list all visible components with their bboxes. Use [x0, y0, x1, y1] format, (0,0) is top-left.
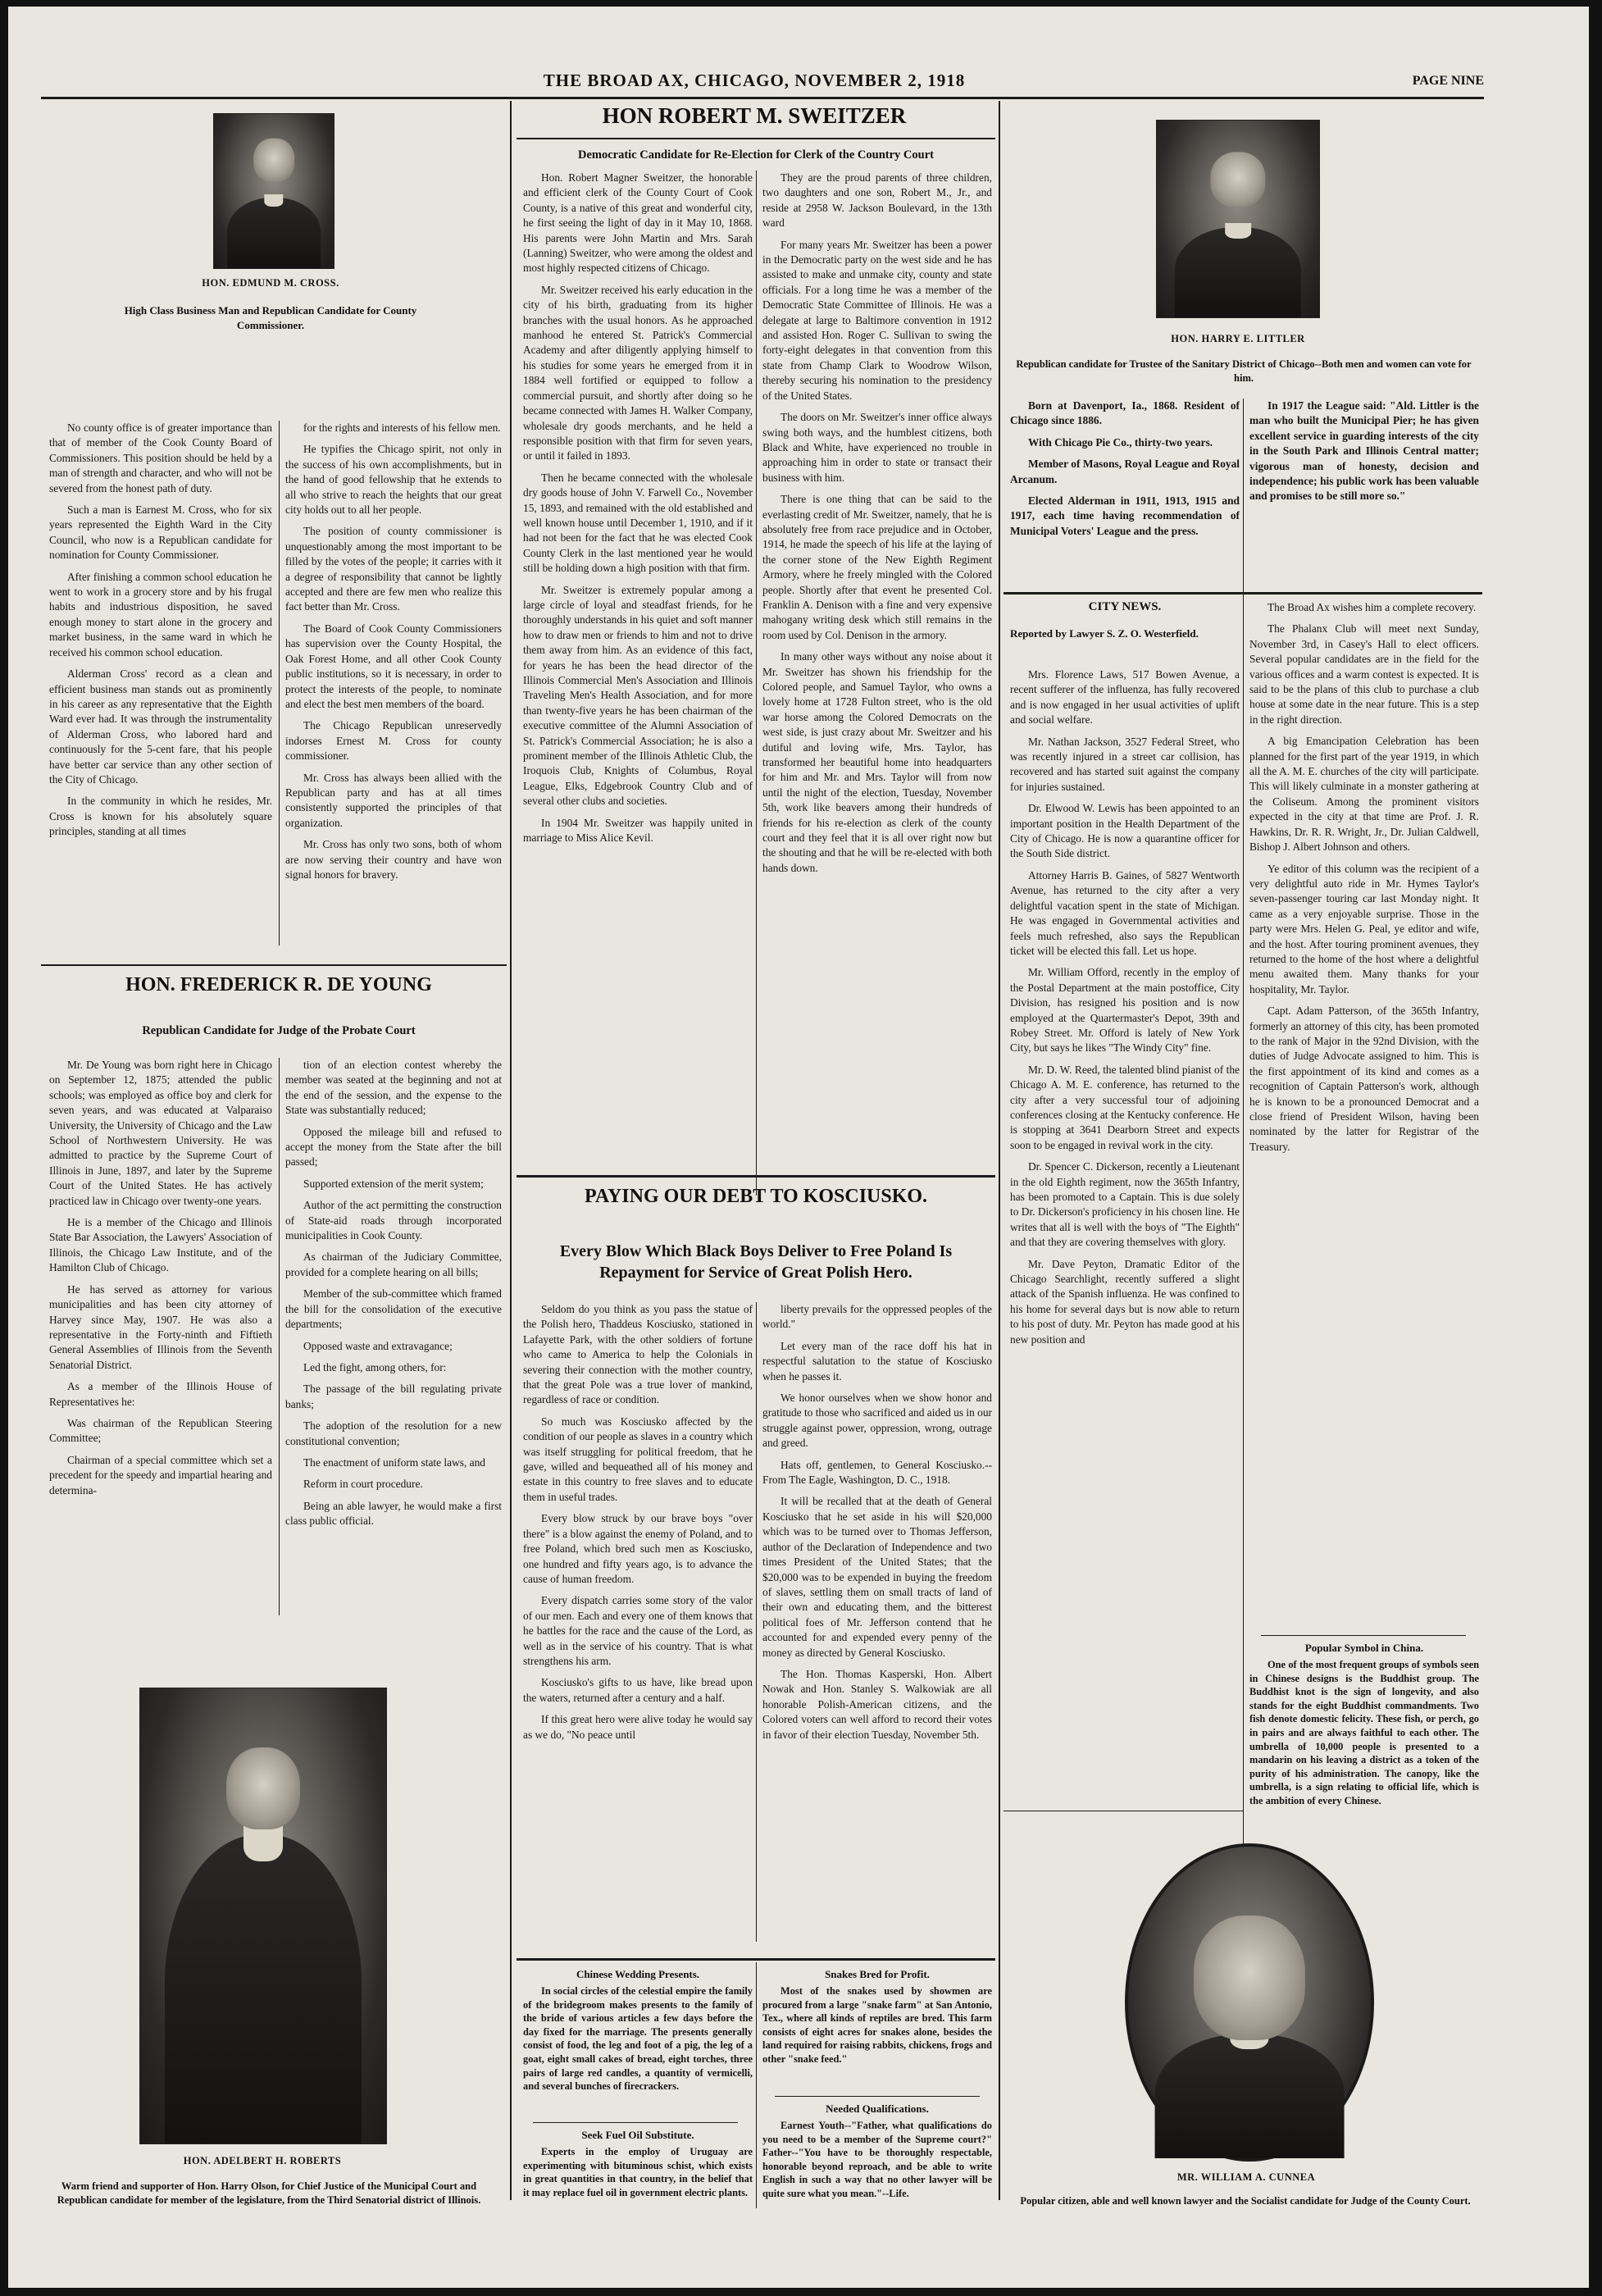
roberts-desc: Warm friend and supporter of Hon. Harry Olson, for Chief Justice of the Municipal Court and Republican candidate for member of the legislature, from the Third Senatorial district of Illinois.	[57, 2180, 481, 2206]
littler-column-2	[1249, 399, 1479, 587]
littler-caption: HON. HARRY E. LITTLER	[1171, 333, 1305, 344]
sweitzer-headline: HON ROBERT M. SWEITZER	[602, 103, 907, 128]
paragraph: After finishing a common school education he went to work in a grocery store and by his frugal habits and industrious disposition, he saved enough money to start alone in the grocery and market business, in the same ward in which he received his common school education.	[49, 570, 272, 658]
paragraph: liberty prevails for the oppressed peoples of the world."	[762, 1303, 992, 1331]
paragraph: Elected Alderman in 1911, 1913, 1915 and 1917, each time having recommendation of Municipal Voters' League and the press.	[1010, 494, 1240, 537]
paragraph: Seldom do you think as you pass the statue of the Polish hero, Thaddeus Kosciusko, stationed in Lafayette Park, with the other soldiers of fortune who came to America to help the Colonials in severing their connection with the mother country, that the great Pole was a true lover of mankind, regardless of race or condition.	[523, 1303, 753, 1406]
paragraph: They are the proud parents of three children, two daughters and one son, Robert M., Jr., and reside at 2958 W. Jackson Boulevard, in the 13th ward	[762, 171, 992, 230]
paragraph: The passage of the bill regulating private banks;	[285, 1383, 502, 1410]
paragraph: One of the most frequent groups of symbols seen in Chinese designs is the Buddhist group. The Buddhist knot is the sign of longevity, and also stands for the eight Buddhist commandments. Two fish denote domestic felicity. These fish, or perch, go in pairs and are always faithful to each other. The umbrella of 10,000 people is presented to a mandarin on his leaving a district as a token of the purity of his administration. The canopy, like the umbrella, is a sign relating to official life, which is the ambition of every Chinese.	[1249, 1659, 1479, 1806]
cunnea-desc: Popular citizen, able and well known lawyer and the Socialist candidate for Judge of the County Court.	[1020, 2195, 1471, 2207]
paragraph: The Board of Cook County Commissioners has supervision over the County Hospital, the Oak Forest Home, and all other Cook County public institutions, so it is necessary, in order to protect the interests of the people, to nominate and elect the best men members of the board.	[285, 622, 502, 710]
paragraph: The Chicago Republican unreservedly indorses Ernest M. Cross for county commissioner.	[285, 719, 502, 763]
paragraph: Mr. De Young was born right here in Chicago on September 12, 1875; attended the public schools; was employed as office boy and clerk for seven years, and was educated at Valparaiso University, the University of Chicago and the Law School of Northwestern University. He was admitted to practice by the Supreme Court of Illinois in June, 1897, and later by the Supreme Court of the United States. He has actively practiced law in Chicago over twenty-one years.	[49, 1059, 272, 1207]
deyoung-column-2	[285, 1058, 502, 1624]
paragraph: Experts in the employ of Uruguay are experimenting with bituminous schist, which exists in great quantities in that country, in the belief that it may replace fuel oil in government electric plants.	[523, 2146, 753, 2198]
paragraph: Dr. Elwood W. Lewis has been appointed to an important position in the Health Department of the City of Chicago. He is now a quarantine officer for the South Side district.	[1010, 802, 1240, 860]
paragraph: Mrs. Florence Laws, 517 Bowen Avenue, a recent sufferer of the influenza, has fully recovered and is now engaged in her usual activities of uplift and social welfare.	[1010, 668, 1240, 727]
column-rule-right	[999, 101, 1000, 2200]
cross-caption: HON. EDMUND M. CROSS.	[202, 277, 339, 289]
paragraph: Capt. Adam Patterson, of the 365th Infantry, formerly an attorney of this city, has been promoted to the rank of Major in the 92nd Division, with the duties of Judge Advocate assigned to him. This is the first appointment of its kind and comes as a recognition of Captain Patterson's work, although he is known to be a pronounced Democrat and a close friend of President Wilson, having been nominated by the latter for Registrar of the Treasury.	[1249, 1004, 1479, 1153]
paragraph: Chairman of a special committee which set a precedent for the speedy and impartial hearing and determina-	[49, 1453, 272, 1496]
paragraph: Led the fight, among others, for:	[303, 1360, 447, 1374]
paragraph: Opposed the mileage bill and refused to accept the money from the State after the bill passed;	[285, 1125, 502, 1168]
paragraph: Member of Masons, Royal League and Royal Arcanum.	[1010, 458, 1240, 485]
deyoung-column-rule	[279, 1058, 280, 1615]
paragraph: Let every man of the race doff his hat in respectful salutation to the statue of Kosciusko when he passes it.	[762, 1339, 992, 1383]
cross-column-1	[49, 421, 272, 962]
paragraph: Hats off, gentlemen, to General Kosciusko.--From The Eagle, Washington, D. C., 1918.	[762, 1458, 992, 1487]
city-news-column-2	[1249, 600, 1479, 1617]
paragraph: The position of county commissioner is unquestionably among the most important to be filled by the votes of the people; it carries with it a degree of responsibility that cannot be lightly accepted and there are few men who realize this fact better than Mr. Cross.	[285, 525, 502, 613]
paragraph: Most of the snakes used by showmen are procured from a large "snake farm" at San Antonio, Tex., where all kinds of reptiles are bred. This farm consists of eight acres for snakes alone, besides the land required for raising rabbits, chickens, frogs and other "snake feed."	[762, 1985, 992, 2065]
paragraph: In the community in which he resides, Mr. Cross is known for his absolutely square principles, standing at all times	[49, 795, 272, 838]
section-rule	[517, 1175, 995, 1178]
paragraph: Kosciusko's gifts to us have, like bread upon the waters, returned after a century and a half.	[523, 1676, 753, 1704]
paragraph: The enactment of uniform state laws, and	[303, 1456, 485, 1469]
city-news-headline: CITY NEWS.	[1088, 600, 1162, 613]
paragraph: Author of the act permitting the construction of State-aid roads through incorporated municipalities in Cook County.	[285, 1199, 502, 1242]
paragraph: In 1917 the League said: "Ald. Littler is the man who built the Municipal Pier; he has given excellent service in guarding interests of the city in the South Park and Illinois Central matter; vigorous man of honesty, decision and independence; his public work has been valuable and promises to be still more so."	[1249, 399, 1479, 503]
paragraph: He is a member of the Chicago and Illinois State Bar Association, the Lawyers' Association of Illinois, the Chicago Law Institute, and of the Hamilton Club of Chicago.	[49, 1216, 272, 1274]
right-column-rule	[1243, 399, 1244, 2071]
cunnea-caption: MR. WILLIAM A. CUNNEA	[1176, 2171, 1316, 2183]
paragraph: Reform in court procedure.	[303, 1478, 423, 1491]
paragraph: for the rights and interests of his fellow men.	[303, 421, 501, 434]
paragraph: Every dispatch carries some story of the valor of our men. Each and every one of them knows that he battles for the race and the cause of the Lord, as well as in the service of his country. That is what strengthens his arm.	[523, 1594, 753, 1667]
deyoung-subtitle: Republican Candidate for Judge of the Probate Court	[142, 1024, 416, 1037]
paragraph: As chairman of the Judiciary Committee, provided for a complete hearing on all bills;	[285, 1250, 502, 1278]
paragraph: It will be recalled that at the death of General Kosciusko that he set aside in his will $20,000 which was to be turned over to Thomas Jefferson, author of the Declaration of Independence and two times President of the United States; that the $20,000 was to be expended in buying the freedom of slaves, settling them on small tracts of land of their own and educating them, and the bitterest political foes of Mr. Jefferson contend that he accounted for and expended every penny of the money as directed by General Kosciusko.	[762, 1495, 992, 1659]
roberts-caption: HON. ADELBERT H. ROBERTS	[183, 2155, 342, 2166]
masthead-title: THE BROAD AX, CHICAGO, NOVEMBER 2, 1918	[543, 71, 966, 90]
headline-rule	[517, 138, 995, 139]
masthead-rule	[41, 97, 1484, 99]
chinese-wedding-text	[523, 1984, 753, 2116]
paragraph: Hon. Robert Magner Sweitzer, the honorable and efficient clerk of the County Court of Cook County, is a native of this great and wonderful city, he first seeing the light of day in it May 10, 1868. His parents were John Martin and Mrs. Sarah (Lanning) Sweitzer, who were among the oldest and most highly respected citizens of Chicago.	[523, 171, 753, 275]
qualifications-title: Needed Qualifications.	[826, 2102, 929, 2115]
paragraph: As a member of the Illinois House of Representatives he:	[49, 1380, 272, 1408]
cross-column-2	[285, 421, 502, 962]
adelbert-roberts-portrait	[139, 1688, 387, 2144]
paragraph: Mr. Sweitzer received his early education in the city of his birth, graduating from its higher branches with the usual honors. As he approached manhood he entered St. Patrick's Commercial Academy and after diligently applying himself to his studies for some years he emerged from it in 1884 well fortified or equipped to follow a commercial pursuit, and shortly after doing so he became connected with James H. Walker Company, wholesale dry goods merchants, and he held a responsible position with that firm for seven years, or until it failed in 1893.	[523, 283, 753, 462]
fuel-oil-title: Seek Fuel Oil Substitute.	[581, 2129, 694, 2141]
paragraph: The doors on Mr. Sweitzer's inner office always swing both ways, and the humblest citizens, both Black and White, have experienced no trouble in approaching him in order to state or transact their business with him.	[762, 411, 992, 484]
section-rule	[1004, 592, 1482, 594]
paragraph: The Hon. Thomas Kasperski, Hon. Albert Nowak and Hon. Stanley S. Walkowiak are all honorable Polish-American citizens, and the Colored voters can well afford to record their votes in favor of their election Tuesday, November 5th.	[762, 1667, 992, 1741]
fuel-oil-text	[523, 2145, 753, 2211]
cross-subtitle: High Class Business Man and Republican Candidate for County Commissioner.	[124, 304, 417, 331]
paragraph: Mr. Dave Peyton, Dramatic Editor of the Chicago Searchlight, recently suffered a slight attack of the Spanish influenza. He was confined to his home for several days but is now able to return to his post of duty. Mr. Peyton has made good at his new position and	[1010, 1257, 1240, 1346]
snakes-title: Snakes Bred for Profit.	[825, 1968, 930, 1980]
paragraph: In social circles of the celestial empire the family of the bridegroom makes presents to the family of the bride of various articles a few days before the day fixed for the marriage. The presents generally consist of food, the leg and foot of a pig, the leg of a goat, eight small cakes of bread, eight torches, three pairs of large red candles, a quantity of vermicelli, and several bunches of firecrackers.	[523, 1985, 753, 2093]
section-rule	[517, 1958, 995, 1961]
paragraph: Then he became connected with the wholesale dry goods house of John V. Farwell Co., November 15, 1893, and remained with the old established and well known house until December 1, 1910, and if it had not been for the fact that he was elected Cook County Clerk in the last mentioned year he would still be holding down a high position with that firm.	[523, 471, 753, 575]
paragraph: Was chairman of the Republican Steering Committee;	[49, 1416, 272, 1445]
kosciusko-subhead: Every Blow Which Black Boys Deliver to Free Poland Is Repayment for Service of Great Polish Hero.	[559, 1242, 953, 1282]
william-cunnea-portrait	[1125, 1843, 1374, 2162]
paragraph: Mr. Nathan Jackson, 3527 Federal Street, who was recently injured in a street car collision, has recovered and has started suit against the company for injuries sustained.	[1010, 735, 1240, 793]
paragraph: Mr. Cross has always been allied with the Republican party and has at all times consistently supported the principles of that organization.	[285, 771, 502, 829]
deyoung-column-1	[49, 1058, 272, 1624]
paragraph: Such a man is Earnest M. Cross, who for six years represented the Eighth Ward in the City Council, who now is a Republican candidate for nomination for County Commissioner.	[49, 503, 272, 562]
paragraph: With Chicago Pie Co., thirty-two years.	[1028, 435, 1213, 449]
column-rule-left	[510, 101, 512, 2200]
paragraph: The Broad Ax wishes him a complete recovery.	[1267, 601, 1477, 613]
paragraph: tion of an election contest whereby the member was seated at the beginning and not at the end of the session, and the expense to the State was substantially reduced;	[285, 1059, 502, 1117]
paragraph: Mr. Sweitzer is extremely popular among a large circle of loyal and steadfast friends, for he thoroughly understands in his quiet and soft manner how to draw men or friends to him and not to drive them away from him. As an evidence of this fact, for years he has been the head director of the Illinois Commercial Men's Association and Illinois Traveling Men's Health Association, and for more than twenty-five years he has been chairman of the executive committee of the Alumni Association of St. Patrick's Commercial Association; he is also a prominent member of the Illinois Athletic Club, the Iroquois Club, Knights of Columbus, Royal League, Elks, Edgebrook Country Club and of several other clubs and societies.	[523, 583, 753, 808]
kosciusko-column-2	[762, 1302, 992, 1958]
section-rule	[41, 964, 507, 966]
paragraph: For many years Mr. Sweitzer has been a power in the Democratic party on the west side and he has assisted to make and unmake city, county and state officials. For a long time he was a member of the Democratic State Committee of Illinois. He was a delegate at large to Baltimore convention in 1912 and assisted Hon. Roger C. Sullivan to swing the forty-eight delegates in that convention from this state from Champ Clark to Woodrow Wilson, thereby securing his nomination to the presidency of the United States.	[762, 238, 992, 402]
city-news-byline: Reported by Lawyer S. Z. O. Westerfield.	[1010, 627, 1199, 640]
newspaper-page	[8, 7, 1589, 2288]
paragraph: Mr. D. W. Reed, the talented blind pianist of the Chicago A. M. E. conference, has returned to the city after a very successful tour of adjoining conferences closing at the Kentucky conference. He is stopping at 3641 Dearborn Street and expects soon to be engaged in revival work in the city.	[1010, 1063, 1240, 1151]
paragraph: Member of the sub-committee which framed the bill for the consolidation of the executive departments;	[285, 1287, 502, 1331]
littler-column-1	[1010, 399, 1240, 587]
paragraph: He has served as attorney for various municipalities and has been city attorney of Harvey since May, 1907. He was also a representative in the Forty-ninth and Fiftieth General Assemblies of Illinois from the Seventh Senatorial District.	[49, 1282, 272, 1371]
symbol-title: Popular Symbol in China.	[1304, 1642, 1424, 1654]
paragraph: Attorney Harris B. Gaines, of 5827 Wentworth Avenue, has returned to the city after a very delightful vacation spent in the state of Michigan. He was engaged in Governmental activities and feels much refreshed, also says the Republican ticket will be elected this fall. Let us hope.	[1010, 868, 1240, 957]
paragraph: Earnest Youth--"Father, what qualifications do you need to be a member of the Supreme court?" Father--"You have to be thoroughly respectable, honorable beyond reproach, and be able to write English in such a way that no other lawyer will be quite sure what you mean."--Life.	[762, 2120, 992, 2199]
paragraph: We honor ourselves when we show honor and gratitude to those who sacrificed and aided us in our struggle against power, oppression, wrong, outrage and greed.	[762, 1392, 992, 1450]
paragraph: Dr. Spencer C. Dickerson, recently a Lieutenant in the old Eighth regiment, now the 365th Infantry, has been promoted to a Captain. This is due solely to Dr. Dickerson's proficiency in his chosen line. He writes that all is well with the boys of "The Eighth" and that they are covering themselves with glory.	[1010, 1160, 1240, 1249]
paragraph: Mr. William Offord, recently in the employ of the Postal Department at the main postoffice, City Division, has resigned his position and is now employed at the Quartermaster's Depot, 39th and Robey Street. Mr. Offord is lately of New York City, but says he likes "The Windy City" fine.	[1010, 966, 1240, 1055]
kosciusko-headline: PAYING OUR DEBT TO KOSCIUSKO.	[584, 1186, 928, 1207]
kosciusko-column-1	[523, 1302, 753, 1958]
paragraph: There is one thing that can be said to the everlasting credit of Mr. Sweitzer, namely, that he is absolutely free from race prejudice and in October, 1914, he made the speech of his life at the laying of the corner stone of the New Eighth Regiment Armory, where he freely mingled with the Colored people. Shortly after that event he presented Col. Franklin A. Denison with a fine and very expensive mahogany writing desk which still remains in the room used by Col. Denison in the armory.	[762, 493, 992, 641]
item-rule	[533, 2122, 738, 2123]
item-rule	[775, 2096, 980, 2097]
chinese-wedding-title: Chinese Wedding Presents.	[576, 1968, 700, 1980]
paragraph: So much was Kosciusko affected by the condition of our people as slaves in a country which was itself struggling for political freedom, that he gave, willed and bequeathed all of his money and estate in this country to free slaves and to educate them in useful trades.	[523, 1414, 753, 1503]
deyoung-headline: HON. FREDERICK R. DE YOUNG	[125, 974, 432, 995]
paragraph: Born at Davenport, Ia., 1868. Resident of Chicago since 1886.	[1010, 399, 1240, 427]
small-items-rule	[756, 1962, 757, 2208]
paragraph: In many other ways without any noise about it Mr. Sweitzer has shown his friendship for the Colored people, and Samuel Taylor, who owns a lovely home at 1728 Fulton street, who is the old war horse among the Colored Democrats on the west side, is just crazy about Mr. Sweitzer and his dutiful and loving wife, Mrs. Taylor, has transformed her beautiful home into headquarters for him and Mr. and Mrs. Taylor will from now until the night of the election, Tuesday, November 5th, work like beavers among their hundreds of friends for his re-election as clerk of the county court and they feel that it is all over right now but the shouting and that he will be re-elected with both hands down.	[762, 650, 992, 874]
symbol-text	[1249, 1658, 1479, 1847]
paragraph: Ye editor of this column was the recipient of a very delightful auto ride in Mr. Hymes Taylor's seven-passenger touring car last Monday night. It came as a very enjoyable surprise. Those in the party were Mrs. Helen G. Peal, ye editor and wife, and the host. After touring prominent avenues, they returned to the home of the host where a delightful menu awaited them. Many thanks for your hospitality, Mr. Taylor.	[1249, 862, 1479, 995]
paragraph: Opposed waste and extravagance;	[303, 1339, 453, 1352]
paragraph: Every blow struck by our brave boys "over there" is a blow against the enemy of Poland, and to free Poland, which bred such men as Kosciusko, one hundred and fifty years ago, is to advance the cause of human freedom.	[523, 1512, 753, 1585]
paragraph: A big Emancipation Celebration has been planned for the first part of the year 1919, in which all the A. M. E. churches of the city will participate. This will likely culminate in a monster gathering at the Coliseum. Among the prominent visitors expected in the city at that time are Prof. J. R. Hawkins, Dr. R. R. Wright, Jr., Dr. Julian Caldwell, Bishop J. Albert Johnson and others.	[1249, 735, 1479, 854]
paragraph: Alderman Cross' record as a clean and efficient business man stands out as prominently in his career as any representative that the Eighth Ward ever had. It was through the instrumentality of Alderman Cross, who labored hard and continuously for the 5-cent fare, that his people have better car service than any other section of the City of Chicago.	[49, 667, 272, 786]
page-number: PAGE NINE	[1412, 74, 1484, 88]
item-rule	[1261, 1635, 1466, 1636]
qualifications-text	[762, 2119, 992, 2211]
cross-column-rule	[279, 421, 280, 945]
paragraph: If this great hero were alive today he would say as we do, "No peace until	[523, 1713, 753, 1741]
paragraph: Being an able lawyer, he would make a first class public official.	[285, 1499, 502, 1528]
harry-littler-portrait	[1156, 120, 1320, 318]
paragraph: No county office is of greater importance than that of member of the Cook County Board of Commissioners. This position should be held by a man of strength and character, and who will not be severed from the honest path of duty.	[49, 421, 272, 494]
kosciusko-column-rule	[756, 1302, 757, 1942]
paragraph: The adoption of the resolution for a new constitutional convention;	[285, 1419, 502, 1447]
sweitzer-column-rule	[756, 171, 757, 1196]
paragraph: Mr. Cross has only two sons, both of whom are now serving their country and have won signal honors for bravery.	[285, 838, 502, 881]
paragraph: In 1904 Mr. Sweitzer was happily united in marriage to Miss Alice Kevil.	[523, 816, 753, 845]
littler-subtitle: Republican candidate for Trustee of the Sanitary District of Chicago--Both men and women can vote for him.	[1016, 358, 1472, 384]
paragraph: The Phalanx Club will meet next Sunday, November 3rd, in Casey's Hall to elect officers. Several popular candidates are in the field for the various offices and a warm contest is expected. It is said to be the plans of this club to purchase a club house at some date in the near future. This is a step in the right direction.	[1249, 622, 1479, 726]
snakes-text	[762, 1984, 992, 2091]
sweitzer-subtitle: Democratic Candidate for Re-Election for Clerk of the Country Court	[578, 148, 934, 162]
paragraph: Supported extension of the merit system;	[303, 1177, 484, 1190]
edmund-cross-portrait	[213, 113, 335, 269]
sweitzer-column-2	[762, 171, 992, 1212]
sweitzer-column-1	[523, 171, 753, 1212]
paragraph: He typifies the Chicago spirit, not only in the success of his own accomplishments, but in the hand of good fellowship that he extends to all who strive to reach the heights that our great city holds out to all her people.	[285, 443, 502, 517]
